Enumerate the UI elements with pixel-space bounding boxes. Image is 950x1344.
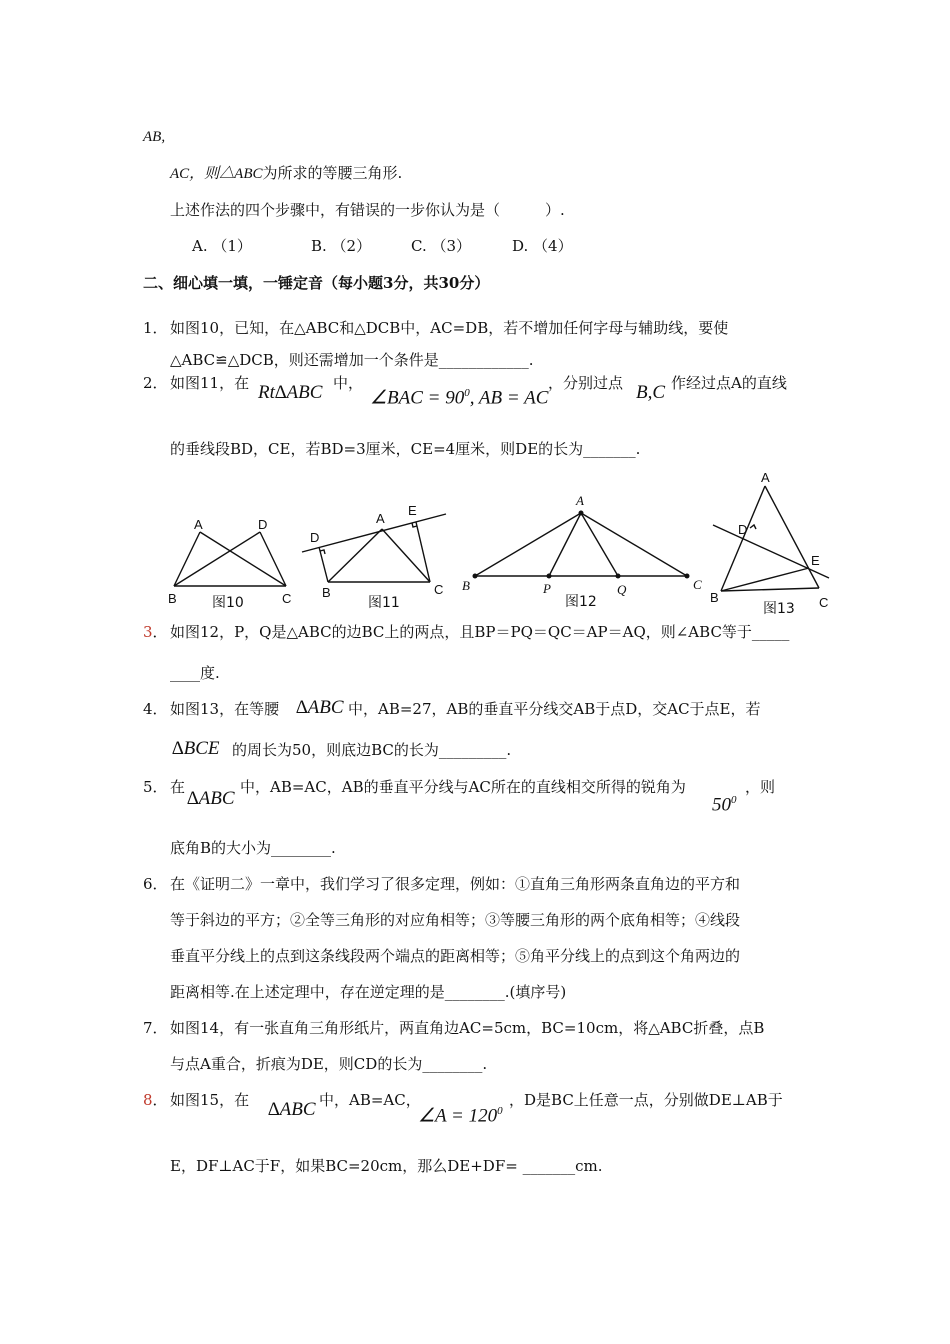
q8-math-abc: ∆ABC	[268, 1099, 316, 1120]
fig12-label-q: Q	[617, 582, 627, 597]
fig12-label-c: C	[693, 577, 702, 592]
q2-number: 2．	[143, 374, 168, 392]
q7-number: 7．	[143, 1019, 168, 1037]
q2-math-bc: B,C	[636, 382, 666, 403]
fig13-label-e: E	[811, 553, 820, 568]
q2-math-angle: ∠BAC = $90^0$, AB = AC	[370, 387, 549, 409]
figure-11	[300, 502, 450, 612]
option-a: A. （1）	[192, 237, 252, 255]
q6-number: 6．	[143, 875, 168, 893]
q5-number: 5．	[143, 778, 168, 796]
fig12-caption: 图12	[565, 594, 597, 610]
q4-line2: 的周长为50，则底边BC的长为_________.	[232, 741, 512, 759]
prev-line-ac: AC，则△ABC为所求的等腰三角形.	[170, 164, 403, 182]
q6-line1: 在《证明二》一章中，我们学习了很多定理，例如：①直角三角形两条直角边的平方和	[170, 875, 741, 893]
fig11-label-d: D	[310, 530, 320, 545]
fig11-label-c: C	[434, 582, 444, 597]
prev-line-ab: AB,	[143, 129, 166, 145]
fig12-label-p: P	[543, 581, 551, 596]
fig11-label-b: B	[322, 585, 331, 600]
q4-math-bce: ∆BCE	[172, 738, 220, 759]
q2-text-b: 中，	[333, 374, 364, 392]
q1-number: 1．	[143, 319, 168, 337]
q4-text-b: 中，AB=27，AB的垂直平分线交AB于点D，交AC于点E，若	[348, 700, 761, 718]
q3-number: 3．	[143, 623, 168, 641]
q5-math-abc: ∆ABC	[187, 788, 235, 809]
q8-text-b: 中，AB=AC，	[319, 1091, 421, 1109]
fig11-caption: 图11	[368, 595, 400, 611]
option-d: D. （4）	[512, 237, 573, 255]
q2-text-a: 如图11，在	[170, 374, 250, 392]
q2-text-c: ，分别过点	[548, 374, 624, 392]
fig11-label-e: E	[408, 503, 417, 518]
fig12-label-b: B	[462, 578, 470, 593]
fig13-label-b: B	[710, 590, 719, 605]
q4-text-a: 如图13，在等腰	[170, 700, 280, 718]
prev-question: 上述作法的四个步骤中，有错误的一步你认为是（ ）.	[170, 201, 565, 219]
fig13-label-a: A	[761, 470, 770, 485]
q1-line2: △ABC≌△DCB，则还需增加一个条件是____________.	[170, 351, 534, 369]
fig13-caption: 图13	[763, 601, 795, 616]
q8-line2: E，DF⊥AC于F，如果BC=20cm，那么DE+DF= _______cm.	[170, 1157, 603, 1175]
option-b: B. （2）	[311, 237, 372, 255]
fig12-label-a: A	[576, 493, 584, 508]
figure-13	[705, 468, 835, 616]
q5-math-50: $50^0$	[712, 794, 737, 816]
q4-math-abc: ∆ABC	[296, 697, 344, 718]
fig10-label-d: D	[258, 517, 268, 532]
q8-math-angle: ∠A = $120^0$	[418, 1105, 503, 1127]
q4-number: 4．	[143, 700, 168, 718]
figure-12	[455, 488, 715, 613]
q6-line4: 距离相等.在上述定理中，存在逆定理的是________.(填序号)	[170, 983, 567, 1001]
q8-number: 8．	[143, 1091, 168, 1109]
fig13-label-c: C	[819, 595, 829, 610]
fig10-label-a: A	[194, 517, 203, 532]
q6-line2: 等于斜边的平方；②全等三角形的对应角相等；③等腰三角形的两个底角相等；④线段	[170, 911, 741, 929]
fig10-label-b: B	[168, 591, 177, 606]
q8-text-c: ，D是BC上任意一点，分别做DE⊥AB于	[509, 1091, 783, 1109]
q5-text-a: 在	[170, 778, 186, 796]
option-c: C. （3）	[411, 237, 472, 255]
fig13-label-d: D	[738, 522, 748, 537]
q2-line2: 的垂线段BD，CE，若BD=3厘米，CE=4厘米，则DE的长为_______.	[170, 440, 641, 458]
q7-line1: 如图14，有一张直角三角形纸片，两直角边AC=5cm，BC=10cm，将△ABC折叠，点B	[170, 1019, 765, 1037]
q5-text-b: 中，AB=AC，AB的垂直平分线与AC所在的直线相交所得的锐角为	[240, 778, 686, 796]
q2-math-rt-abc: Rt∆ABC	[258, 382, 323, 403]
section-title: 二、细心填一填，一锤定音（每小题3分，共30分）	[143, 274, 490, 292]
q7-line2: 与点A重合，折痕为DE，则CD的长为________.	[170, 1055, 488, 1073]
q3-line1: 如图12，P，Q是△ABC的边BC上的两点，且BP＝PQ＝QC＝AP＝AQ，则∠ABC等于_____	[170, 623, 790, 641]
q5-text-c: ，则	[745, 778, 776, 796]
q8-text-a: 如图15，在	[170, 1091, 250, 1109]
figure-10	[160, 512, 300, 612]
q5-line2: 底角B的大小为________.	[170, 839, 336, 857]
q1-line1: 如图10，已知，在△ABC和△DCB中，AC=DB，若不增加任何字母与辅助线，要使	[170, 319, 729, 337]
q6-line3: 垂直平分线上的点到这条线段两个端点的距离相等；⑤角平分线上的点到这个角两边的	[170, 947, 741, 965]
q2-text-d: 作经过点A的直线	[671, 374, 787, 392]
q3-line2: ____度.	[170, 664, 220, 682]
fig10-caption: 图10	[212, 595, 244, 611]
fig10-label-c: C	[282, 591, 292, 606]
fig11-label-a: A	[376, 511, 385, 526]
